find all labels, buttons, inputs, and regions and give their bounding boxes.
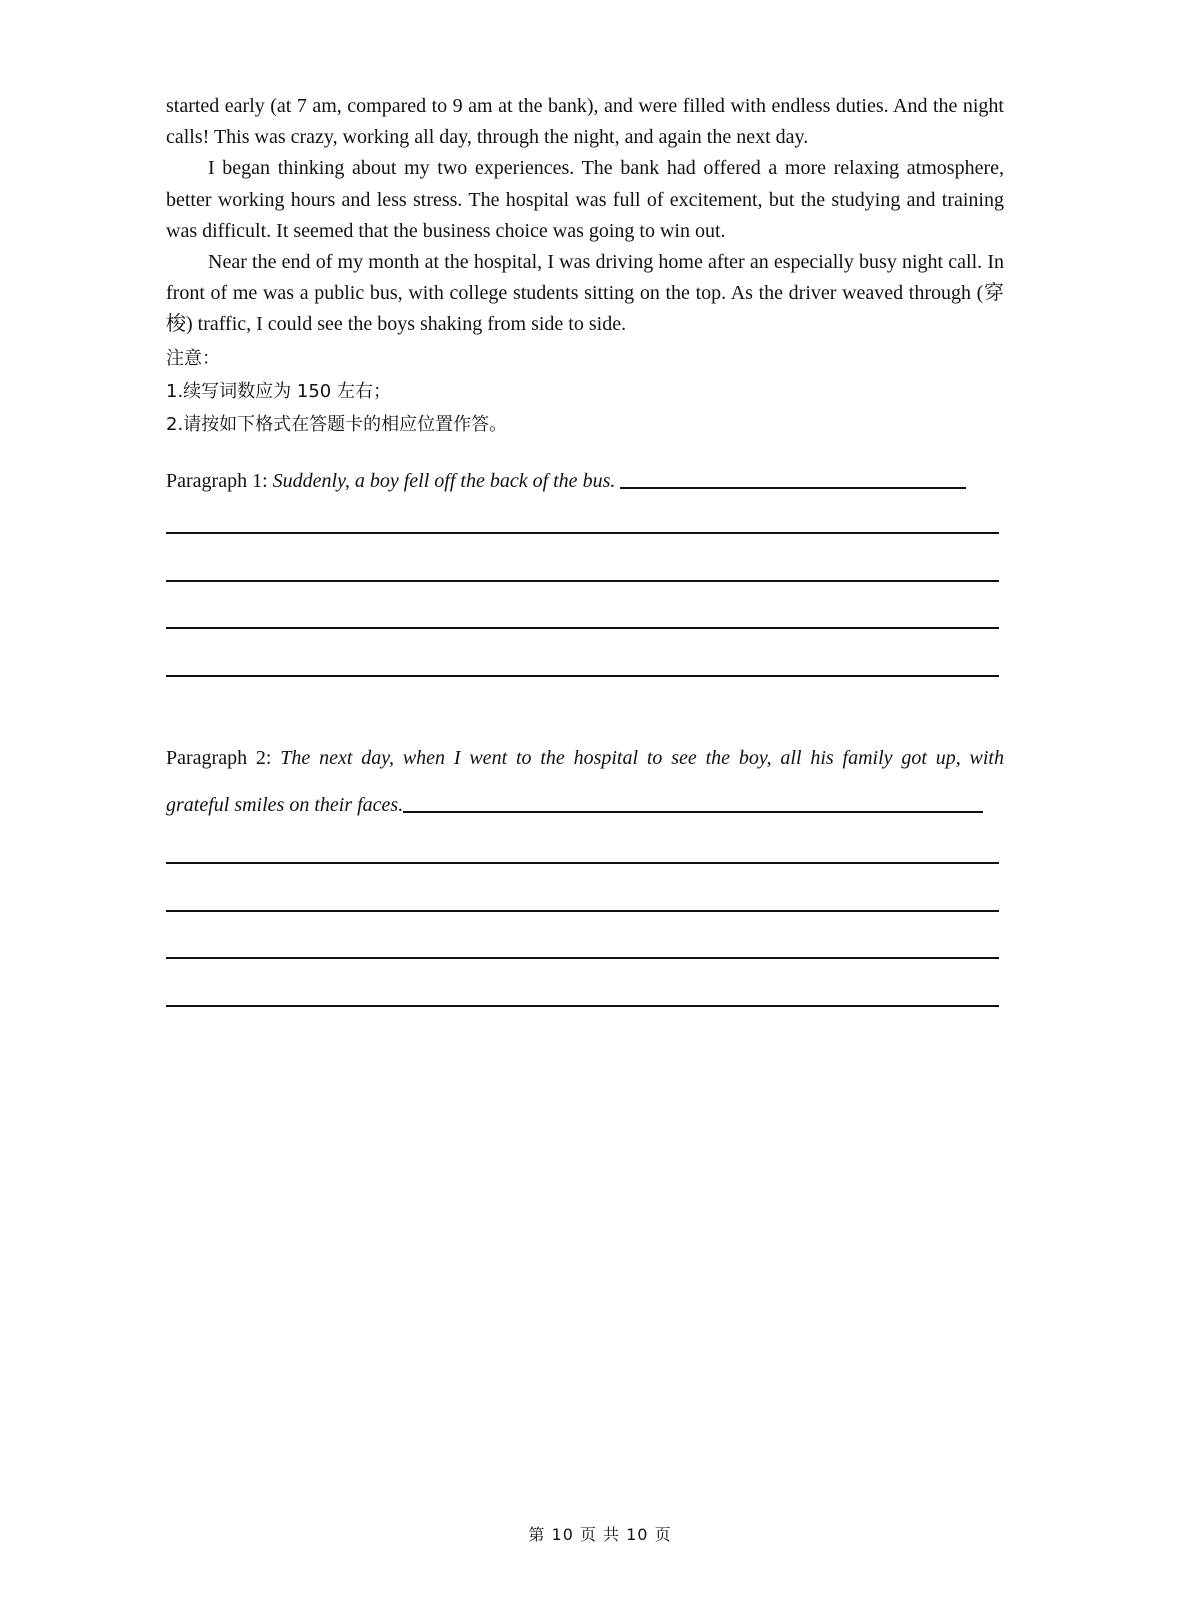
paragraph-1-label: Paragraph 1:	[166, 470, 273, 492]
story-paragraph-2: I began thinking about my two experiences. The bank had offered a more relaxing atmosphere, better working hours and less stress. The hospital was full of excitement, but the studying and training was difficult. It seemed that the business choice was going to win out.	[166, 157, 1004, 242]
paragraph-2-answer-line[interactable]	[166, 957, 999, 959]
paragraph-1-answer-line[interactable]	[166, 627, 999, 629]
page-number: 第 10 页 共 10 页	[528, 1525, 672, 1544]
story-text	[166, 91, 1004, 341]
paragraph-2-answer-line[interactable]	[166, 862, 999, 864]
paragraph-2-opening-sentence: The next day, when I went to the hospital to see the boy, all his family got up, with	[280, 747, 1004, 769]
paragraph-2-answer-line[interactable]	[166, 910, 999, 912]
story-paragraph-3: Near the end of my month at the hospital, I was driving home after an especially busy night call. In front of me was a public bus, with college students sitting on the top. As the driver weaved through (穿梭) traffic, I could see the boys shaking from side to side.	[166, 251, 1004, 336]
paragraph-2-label: Paragraph 2:	[166, 747, 281, 769]
instructions-heading: 注意：	[166, 348, 220, 369]
paragraph-1-answer-line[interactable]	[166, 675, 999, 677]
story-paragraph-1: started early (at 7 am, compared to 9 am at the bank), and were filled with endless duties. And the night calls! This was crazy, working all day, through the night, and again the next day.	[166, 95, 1004, 149]
paragraph-2-prompt-line-2	[166, 794, 983, 817]
paragraph-2-prompt-line-1	[166, 747, 1004, 770]
paragraph-1-prompt	[166, 470, 1004, 493]
paragraph-2-opening-sentence-end: grateful smiles on their faces.	[166, 794, 404, 816]
paragraph-1-answer-line[interactable]	[166, 580, 999, 582]
paragraph-1-answer-line-start[interactable]	[620, 487, 966, 489]
instructions	[166, 342, 507, 441]
paragraph-1-opening-sentence: Suddenly, a boy fell off the back of the bus.	[272, 470, 616, 492]
paragraph-2-answer-line-start[interactable]	[403, 811, 983, 813]
instruction-item-2: 2.请按如下格式在答题卡的相应位置作答。	[166, 414, 508, 435]
instruction-item-1: 1.续写词数应为 150 左右；	[166, 381, 391, 402]
paragraph-1-answer-line[interactable]	[166, 532, 999, 534]
paragraph-2-answer-line[interactable]	[166, 1005, 999, 1007]
